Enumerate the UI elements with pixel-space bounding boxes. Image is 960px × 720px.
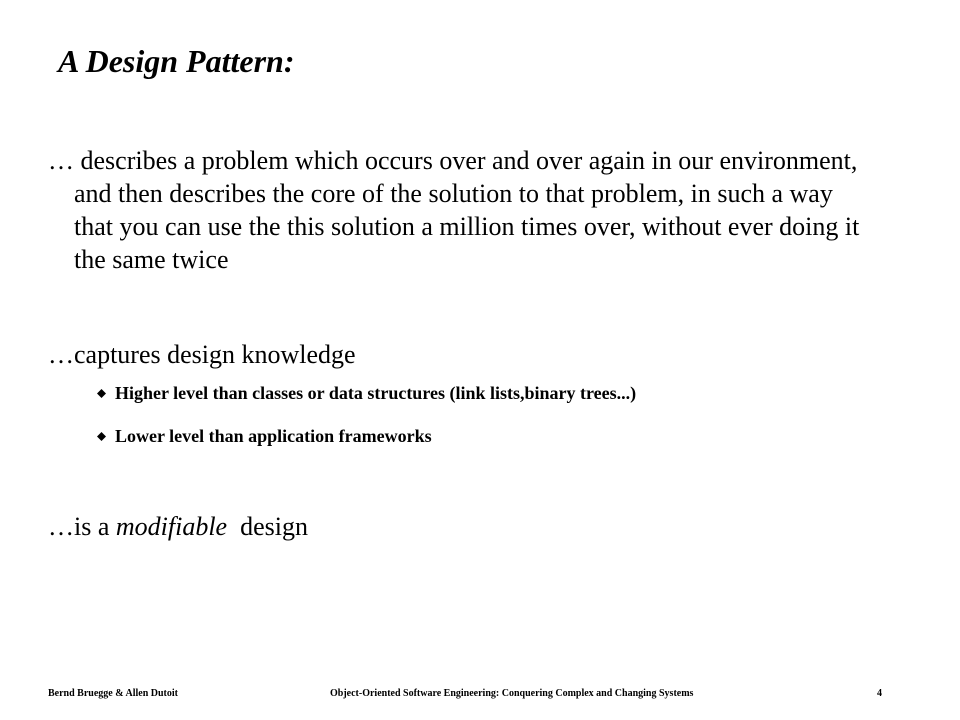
knowledge-subpoints [97, 382, 636, 468]
subpoint-higher-level [97, 382, 636, 404]
definition-point-modifiable-design [48, 510, 308, 543]
footer-book-title: Object-Oriented Software Engineering: Conquering Complex and Changing Systems [330, 688, 694, 699]
point3-emphasis: modifiable [115, 512, 228, 541]
definition-point-describes-problem: … describes a problem which occurs over and over again in our environment, and then describes the core of the solution to that problem, in such a way that you can use the this solution a million times over, without ever doing it the same twice [48, 146, 860, 274]
point3-suffix: design [227, 512, 308, 541]
footer-authors: Bernd Bruegge & Allen Dutoit [48, 688, 178, 699]
point3-prefix: …is a [48, 512, 116, 541]
subpoint-label: Lower level than application frameworks [115, 426, 432, 446]
footer-page-number: 4 [877, 688, 882, 699]
definition-point-captures-knowledge: …captures design knowledge [48, 340, 356, 369]
diamond-bullet-icon [97, 389, 106, 398]
slide-title: A Design Pattern: [58, 43, 295, 79]
subpoint-label: Higher level than classes or data structures (link lists,binary trees...) [115, 383, 637, 403]
subpoint-lower-level [97, 425, 636, 447]
diamond-bullet-icon [97, 432, 106, 441]
